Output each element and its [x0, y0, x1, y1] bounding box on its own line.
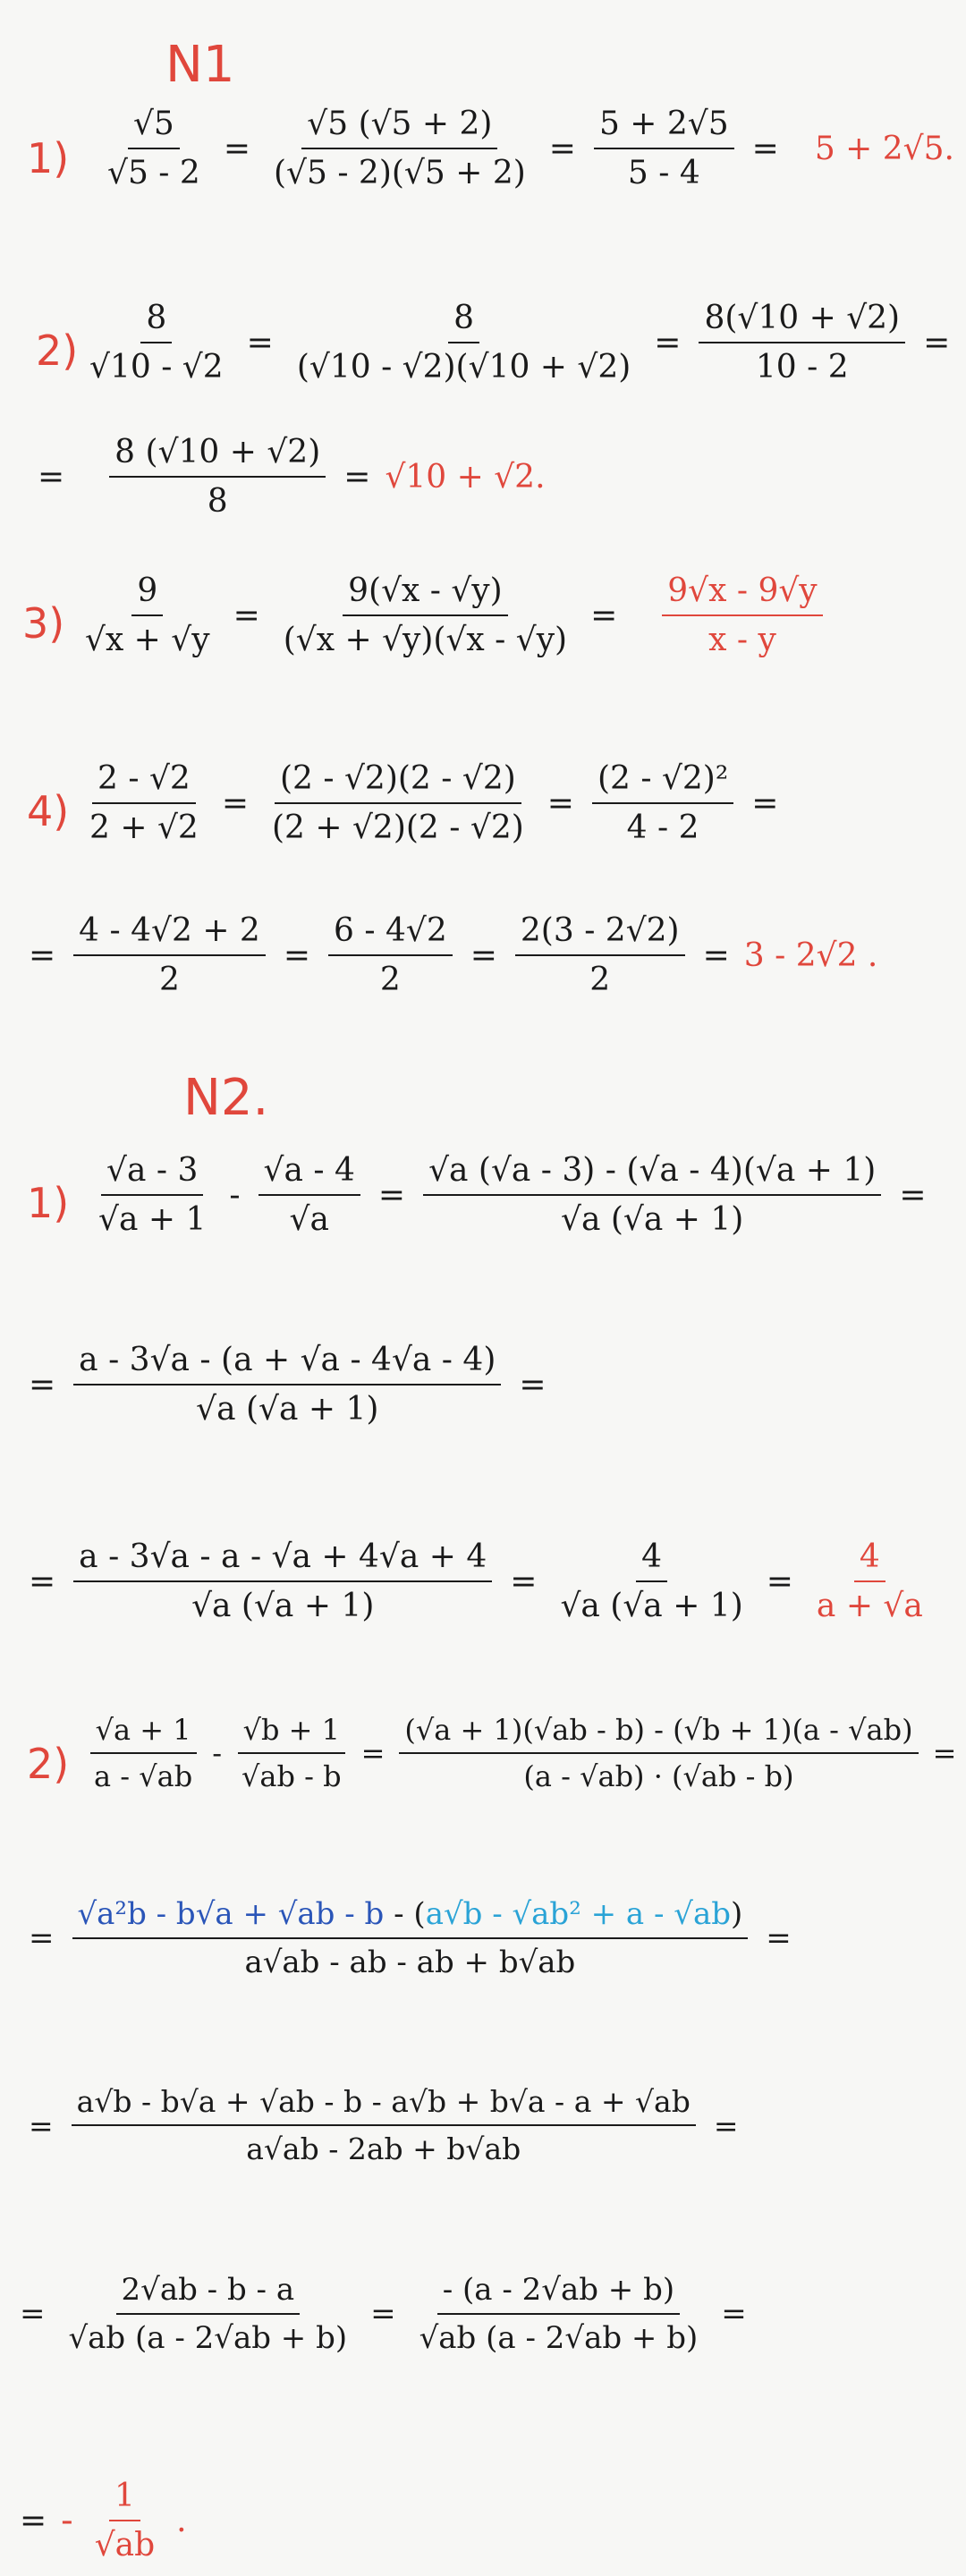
- section-heading-n2: N2.: [183, 1069, 269, 1127]
- expression-n2-1-step3: = $\frac{a - 3√a - a - √a + 4√a + 4}{√a (√a + 1)}$ = $\frac{4}{√a (√a + 1)}$ = $\frac{4}{a + √a}$: [27, 1538, 966, 1624]
- fraction: $\frac{(√a + 1)(√ab - b) - (√b + 1)(a - √ab)}{(a - √ab) \cdot (√ab - b)}$: [395, 1713, 921, 1793]
- fraction: $\frac{a - 3√a - (a + √a - 4√a - 4)}{√a (√a + 1)}$: [70, 1342, 504, 1428]
- fraction: $\frac{6 - 4√2}{2}$: [325, 912, 456, 998]
- expression-n2-2-answer: = - $\frac{1}{√ab}$ .: [20, 2478, 187, 2563]
- answer-n2-2: $\frac{1}{√ab}$: [94, 2478, 156, 2563]
- problem-label-n2-2: 2): [27, 1740, 70, 1788]
- expression-n2-2: $\frac{√a + 1}{a - √ab}$ - $\frac{√b + 1}{√ab - b}$ = $\frac{(√a + 1)(√ab - b) - (√b + 1)(a - √ab)}{(a - √ab) \cdot (√ab - b)}$ =: [85, 1713, 966, 1793]
- answer-n1-4: 3 - 2√2 .: [743, 936, 878, 974]
- section-heading-n1: N1: [165, 36, 235, 94]
- expression-n2-1: $\frac{√a - 3}{√a + 1}$ - $\frac{√a - 4}{√a}$ = $\frac{√a (√a - 3) - (√a - 4)(√a + 1)}{√a (√a + 1)}$ =: [89, 1152, 966, 1238]
- answer-n1-2: √10 + √2.: [385, 458, 546, 496]
- fraction: $\frac{4 - 4√2 + 2}{2}$: [70, 912, 269, 998]
- problem-label-n1-2: 2): [36, 326, 79, 375]
- fraction: $\frac{√5 (√5 + 2)}{(√5 - 2)(√5 + 2)}$: [273, 106, 526, 191]
- fraction: $\frac{- (a - 2√ab + b)}{√ab (a - 2√ab + b)}$: [419, 2272, 699, 2356]
- expression-n1-3: $\frac{9}{√x + √y}$ = $\frac{9(√x - √y)}{(√x + √y)(√x - √y)}$ = $\frac{9√x - 9√y}{x - y}$: [76, 572, 966, 658]
- fraction: $\frac{9}{√x + √y}$: [85, 572, 210, 658]
- fraction: $\frac{(2 - √2)(2 - √2)}{(2 + √2)(2 - √2)}$: [271, 760, 524, 846]
- problem-label-n2-1: 1): [27, 1179, 70, 1227]
- fraction: $\frac{√a - 4}{√a}$: [255, 1152, 364, 1238]
- fraction: $\frac{4}{√a (√a + 1)}$: [560, 1538, 743, 1624]
- fraction: $\frac{\text{(2 - √2)²}}{4 - 2}$: [589, 760, 737, 846]
- fraction: $\frac{2(3 - 2√2)}{2}$: [512, 912, 689, 998]
- fraction: $\frac{a√b - b√a + √ab - b - a√b + b√a - a + √ab}{a√ab - 2ab + b√ab}$: [68, 2084, 699, 2166]
- fraction: $\frac{\text{√a²b - b√a + √ab - b - (a√b - √ab² + a - √ab)}}{a√ab - ab - ab + b√ab}$: [69, 1896, 752, 1980]
- problem-label-n1-3: 3): [22, 599, 65, 648]
- fraction: $\frac{2 - √2}{2 + √2}$: [89, 760, 199, 846]
- expression-n1-2-cont: = $\frac{8 (√10 + √2)}{8}$ = √10 + √2.: [38, 434, 546, 520]
- expression-n1-1: $\frac{√5}{√5 - 2}$ = $\frac{√5 (√5 + 2)}{(√5 - 2)(√5 + 2)}$ = $\frac{5 + 2√5}{5 - 4}$ = 5 + 2√5.: [98, 106, 966, 191]
- fraction: $\frac{a - 3√a - a - √a + 4√a + 4}{√a (√a + 1)}$: [70, 1538, 496, 1624]
- expression-n2-2-step3: = $\frac{a√b - b√a + √ab - b - a√b + b√a - a + √ab}{a√ab - 2ab + b√ab}$ =: [29, 2084, 739, 2166]
- expression-n1-4-cont: = $\frac{4 - 4√2 + 2}{2}$ = $\frac{6 - 4√2}{2}$ = $\frac{2(3 - 2√2)}{2}$ = 3 - 2√2 .: [29, 912, 878, 998]
- answer-n2-1: $\frac{4}{a + √a}$: [816, 1538, 923, 1624]
- fraction: $\frac{2√ab - b - a}{√ab (a - 2√ab + b)}$: [68, 2272, 348, 2356]
- fraction: $\frac{√b + 1}{√ab - b}$: [233, 1713, 351, 1793]
- problem-label-n1-1: 1): [27, 134, 70, 182]
- fraction: $\frac{√5}{√5 - 2}$: [107, 106, 200, 191]
- expression-n2-2-step2: = $\frac{\text{√a²b - b√a + √ab - b - (a√b - √ab² + a - √ab)}}{a√ab - ab - ab + b√ab}$ =: [29, 1896, 792, 1980]
- fraction: $\frac{√a - 3}{√a + 1}$: [98, 1152, 207, 1238]
- fraction: $\frac{8}{√10 - √2}$: [89, 300, 224, 386]
- fraction: $\frac{√a + 1}{a - √ab}$: [85, 1713, 201, 1793]
- problem-label-n1-4: 4): [27, 787, 70, 835]
- fraction: $\frac{9(√x - √y)}{(√x + √y)(√x - √y)}$: [283, 572, 568, 658]
- fraction: $\frac{8}{(√10 - √2)(√10 + √2)}$: [296, 300, 631, 386]
- answer-n1-1: 5 + 2√5.: [814, 130, 954, 167]
- fraction: $\frac{5 + 2√5}{5 - 4}$: [590, 106, 738, 191]
- fraction: $\frac{8 (√10 + √2)}{8}$: [106, 434, 329, 520]
- expression-n1-4: $\frac{2 - √2}{2 + √2}$ = $\frac{(2 - √2)(2 - √2)}{(2 + √2)(2 - √2)}$ = $\frac{\text{(2 - √2)²}}{4 - 2}$ =: [80, 760, 966, 846]
- expression-n2-1-step2: = $\frac{a - 3√a - (a + √a - 4√a - 4)}{√a (√a + 1)}$ =: [29, 1342, 547, 1428]
- fraction: $\frac{8(√10 + √2)}{10 - 2}$: [695, 300, 909, 386]
- fraction: $\frac{√a (√a - 3) - (√a - 4)(√a + 1)}{√a (√a + 1)}$: [419, 1152, 885, 1238]
- expression-n2-2-step4: = $\frac{2√ab - b - a}{√ab (a - 2√ab + b)}$ = $\frac{- (a - 2√ab + b)}{√ab (a - 2√ab + b)}$ =: [20, 2272, 747, 2356]
- answer-n1-3: $\frac{9√x - 9√y}{x - y}$: [658, 572, 826, 658]
- expression-n1-2: $\frac{8}{√10 - √2}$ = $\frac{8}{(√10 - √2)(√10 + √2)}$ = $\frac{8(√10 + √2)}{10 - 2}$ =: [80, 300, 966, 386]
